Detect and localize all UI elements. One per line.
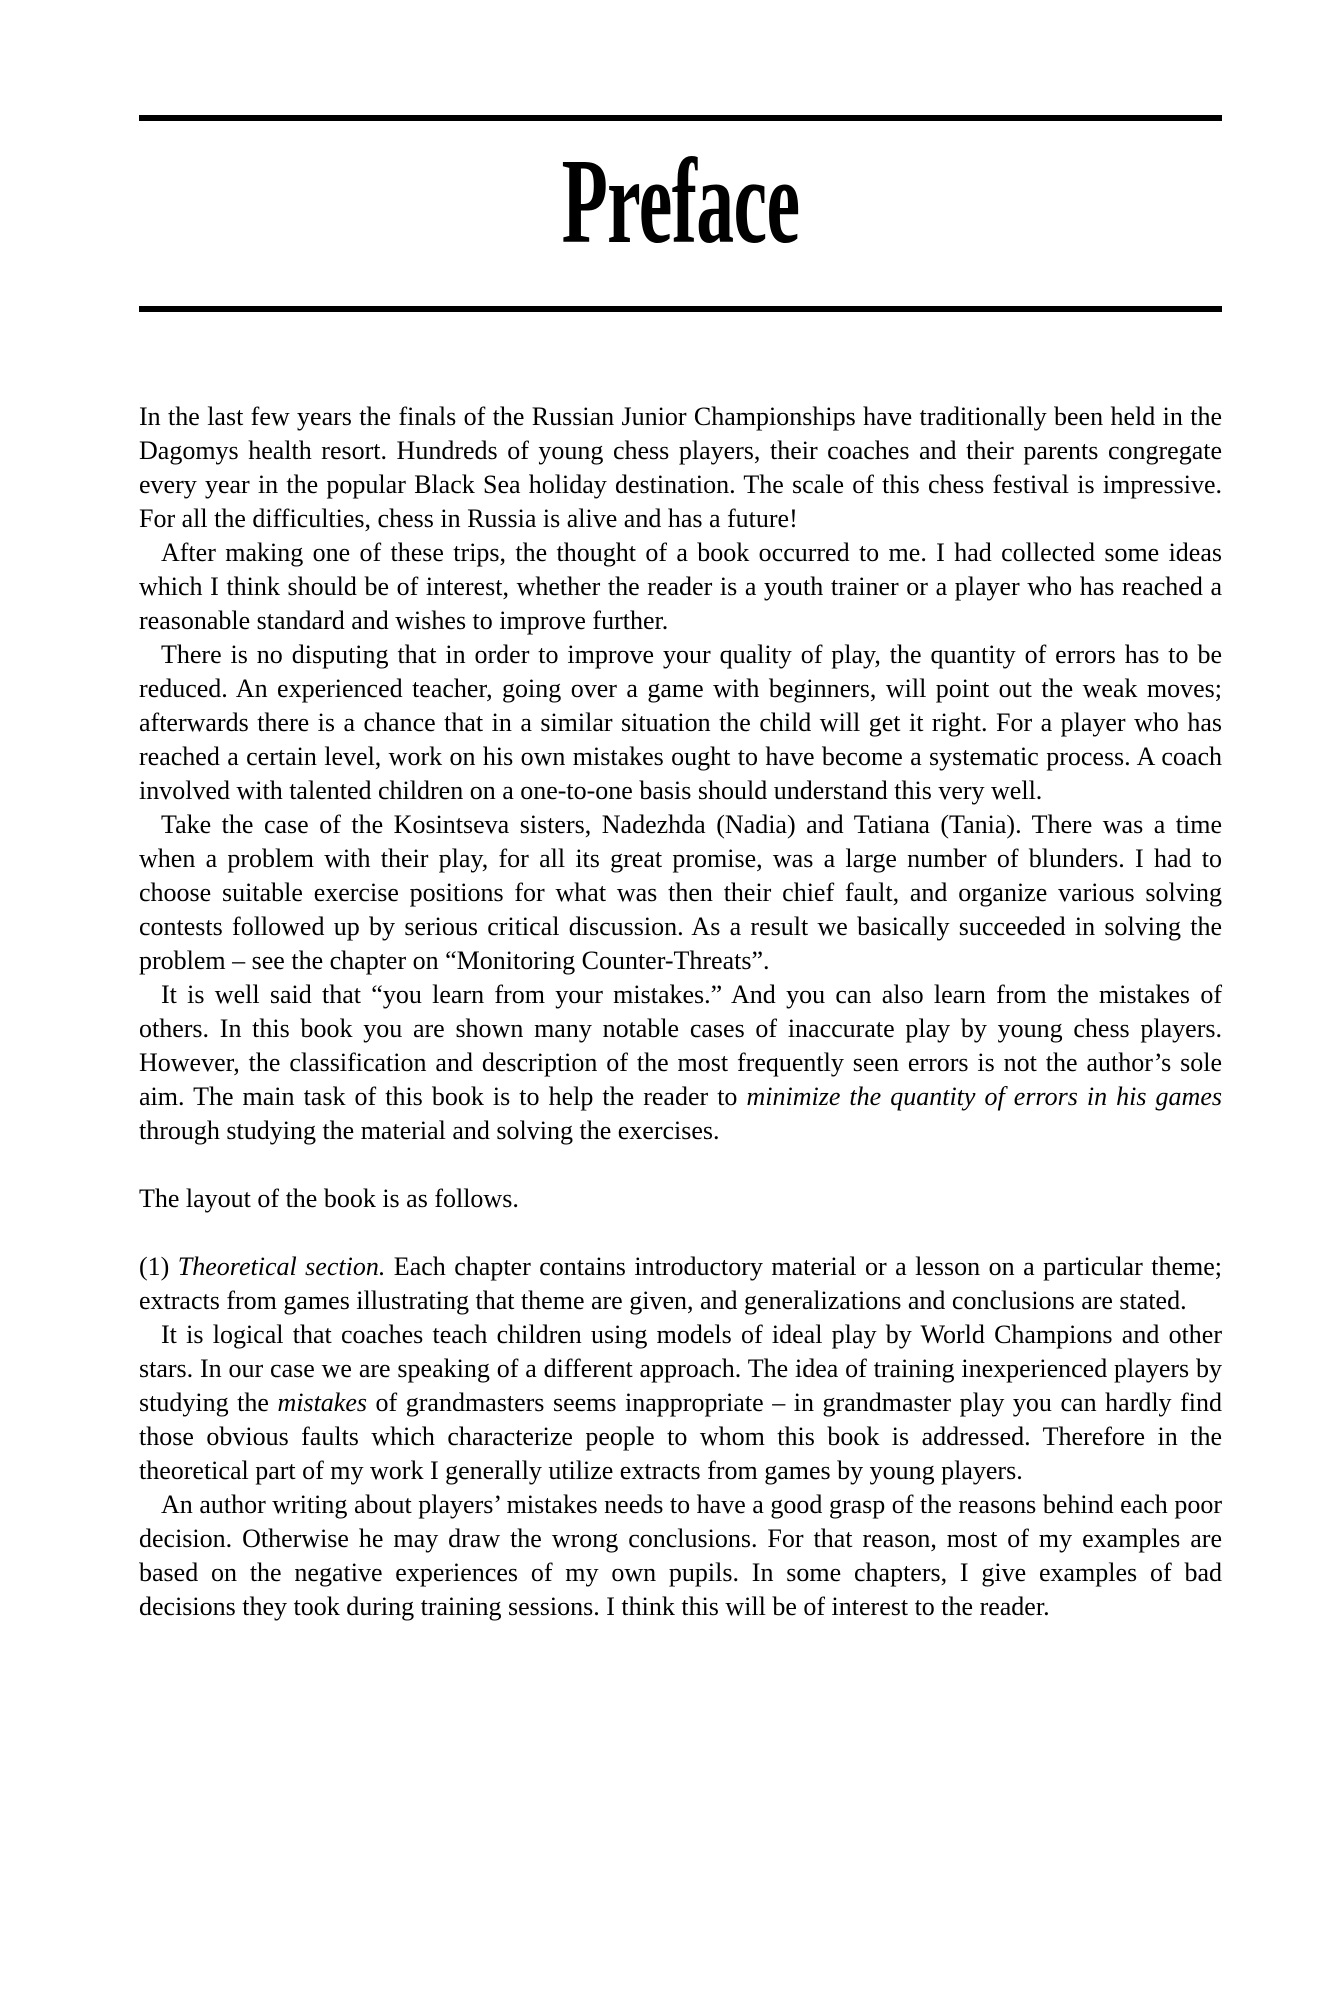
top-rule — [139, 115, 1222, 121]
body-text-run: The layout of the book is as follows. — [139, 1184, 519, 1213]
body-text-run: There is no disputing that in order to improve your quality of play, the quantity of errors has to be reduced. An experienced teacher, going over a game with beginners, will point out the weak moves; afterwards there is a chance that in a similar situation the child will get it right. For a player who has reached a certain level, work on his own mistakes ought to have become a systematic process. A coach involved with talented children on a one-to-one basis should understand this very well. — [139, 640, 1222, 805]
paragraph — [139, 1182, 1222, 1216]
paragraph — [139, 638, 1222, 808]
paragraph — [139, 978, 1222, 1148]
page-title: Preface — [561, 134, 800, 269]
body-text-run: After making one of these trips, the thought of a book occurred to me. I had collected some ideas which I think should be of interest, whether the reader is a youth trainer or a player who has reached a reasonable standard and wishes to improve further. — [139, 538, 1222, 635]
body-text-run: An author writing about players’ mistakes needs to have a good grasp of the reasons behind each poor decision. Otherwise he may draw the wrong conclusions. For that reason, most of my examples are based on the negative experiences of my own pupils. In some chapters, I give examples of bad decisions they took during training sessions. I think this will be of interest to the reader. — [139, 1490, 1222, 1621]
italic-text: Theoretical section. — [177, 1252, 386, 1281]
paragraph — [139, 808, 1222, 978]
paragraph — [139, 1250, 1222, 1318]
paragraph — [139, 1488, 1222, 1624]
body-text-run: It is logical that coaches teach children using models of ideal play by World Champions and other stars. In our case we are speaking of a different approach. The idea of training inexperienced players by studying the — [139, 1320, 1222, 1417]
body-text-run: of grandmasters seems inappropriate – in grandmaster play you can hardly find those obvious faults which characterize people to whom this book is addressed. Therefore in the theoretical part of my work I generally utilize extracts from games by young players. — [139, 1388, 1222, 1485]
body-text-run: Take the case of the Kosintseva sisters, Nadezhda (Nadia) and Tatiana (Tania). There was a time when a problem with their play, for all its great promise, was a large number of blunders. I had to choose suitable exercise positions for what was then their chief fault, and organize various solving contests followed up by serious critical discussion. As a result we basically succeeded in solving the problem – see the chapter on “Monitoring Counter-Threats”. — [139, 810, 1222, 975]
body-text-run: It is well said that “you learn from your mistakes.” And you can also learn from the mistakes of others. In this book you are shown many notable cases of inaccurate play by young chess players. However, the classification and description of the most frequently seen errors is not the author’s sole aim. The main task of this book is to help the reader to — [139, 980, 1222, 1111]
body-text-run: through studying the material and solving the exercises. — [139, 1116, 720, 1145]
title-bottom-rule — [139, 306, 1222, 312]
paragraph — [139, 400, 1222, 536]
body-text-run: (1) — [139, 1252, 178, 1281]
body-text-run: Each chapter contains introductory material or a lesson on a particular theme; extracts from games illustrating that theme are given, and generalizations and conclusions are stated. — [139, 1252, 1222, 1315]
preface-text — [139, 400, 1222, 1624]
book-page — [0, 115, 1339, 2005]
italic-text: minimize the quantity of errors in his games — [746, 1082, 1222, 1111]
italic-text: mistakes — [277, 1388, 367, 1417]
paragraph — [139, 1318, 1222, 1488]
body-text-run: In the last few years the finals of the Russian Junior Championships have traditionally been held in the Dagomys health resort. Hundreds of young chess players, their coaches and their parents congregate every year in the popular Black Sea holiday destination. The scale of this chess festival is impressive. For all the difficulties, chess in Russia is alive and has a future! — [139, 402, 1222, 533]
paragraph — [139, 536, 1222, 638]
